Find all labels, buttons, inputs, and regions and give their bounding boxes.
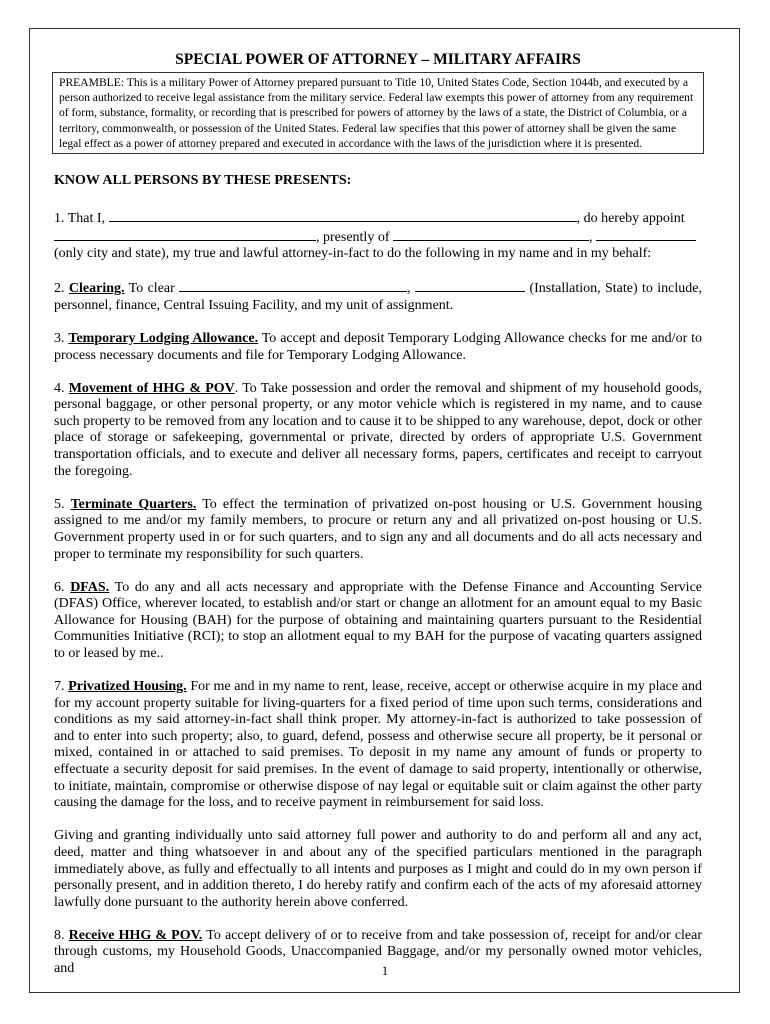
state-blank[interactable] [415, 279, 525, 292]
attorney-location-blank[interactable] [393, 228, 589, 241]
page-number: 1 [381, 963, 389, 978]
paragraph-1: 1. That I, , do hereby appoint , presently of , (only city and state), my true and lawful attorney-in-fact to do the following in my name and in my behalf: [54, 209, 702, 263]
hhg-pov-heading: Movement of HHG & POV [68, 380, 235, 396]
paragraph-6: 6. DFAS. To do any and all acts necessary and appropriate with the Defense Finance and Accounting Service (DFAS) Office, wherever located, to establish and/or start or change an allotment for an amount equal to my Basic Allowance for Housing (BAH) for the purpose of obtaining and maintaining quarters pursuant to the Residential Communities Initiative (RCI); to stop an allotment equal to my BAH for the purpose of vacating quarters assigned to or leased by me.. [54, 579, 702, 661]
preamble-box: PREAMBLE: This is a military Power of Attorney prepared pursuant to Title 10, United States Code, Section 1044b, and executed by a person authorized to receive legal assistance from the military service. Federal law exempts this power of attorney from any requirement of form, substance, formality, or recording that is prescribed for powers of attorney by the laws of a state, the District of Columbia, or a territory, commonwealth, or possession of the United States. Federal law specifies that this power of attorney shall be given the same legal effect as a power of attorney prepared and executed in accordance with the laws of the jurisdiction where it is presented. [52, 72, 704, 154]
document-body [54, 50, 702, 978]
tla-heading: Temporary Lodging Allowance. [68, 330, 259, 346]
paragraph-7: 7. Privatized Housing. For me and in my name to rent, lease, receive, accept or otherwise acquire in my place and for my account property suitable for living-quarters for a fixed period of time upon such terms, considerations and conditions as my said attorney-in-fact shall think proper. My attorney-in-fact is authorized to take possession of and to enter into such property; also, to guard, defend, possess and otherwise secure all property, be it personal or mixed, contained in or attached to said premises. To deposit in my name any amount of funds or property to effectuate a security deposit for said premises. In the event of damage to said property, intentionally or otherwise, to initiate, maintain, compromise or otherwise dispose of nay legal or equitable suit or claim against the other party causing the damage for the loss, and to receive payment in reimbursement for said loss. [54, 679, 702, 811]
attorney-state-blank[interactable] [596, 228, 696, 241]
document-title: SPECIAL POWER OF ATTORNEY – MILITARY AFFAIRS [175, 51, 581, 68]
paragraph-4: 4. Movement of HHG & POV. To Take possession and order the removal and shipment of my household goods, personal baggage, or other personal property, or any motor vehicle which is registered in my name, and to cause such property to be removed from any location and to cause it to be shipped to any warehouse, depot, dock or other place of storage or safekeeping, governmental or private, directed by orders of appropriate U.S. Government transportation officials, and to execute and deliver all necessary forms, papers, certificates and receipt to carryout the foregoing. [54, 380, 703, 479]
installation-blank[interactable] [179, 279, 407, 292]
privatized-housing-heading: Privatized Housing. [68, 679, 187, 695]
attorney-name-blank[interactable] [54, 228, 316, 241]
paragraph-2: 2. Clearing. To clear , (Installation, State) to include, personnel, finance, Central Issuing Facility, and my unit of assignment. [54, 281, 703, 313]
giving-paragraph: Giving and granting individually unto said attorney full power and authority to do and perform all and any act, deed, matter and thing whatsoever in and about any of the specified particulars mentioned in the paragraph immediately above, as fully and effectually to all intents and purposes as I might and could do in my own person if personally present, and in addition thereto, I do hereby ratify and confirm each of the acts of my aforesaid attorney lawfully done pursuant to the authority herein above conferred. [54, 828, 702, 910]
terminate-quarters-heading: Terminate Quarters. [70, 496, 197, 512]
name-blank[interactable] [109, 209, 577, 222]
paragraph-5: 5. Terminate Quarters. To effect the termination of privatized on-post housing or U.S. Government housing assigned to me and/or my family members, to procure or return any and all privatized on-post housing or U.S. Government property used in or for such quarters, and to sign any and all documents and do all acts necessary and proper to terminate my responsibility for such quarters. [54, 496, 703, 562]
know-all-heading: KNOW ALL PERSONS BY THESE PRESENTS: [54, 173, 352, 189]
paragraph-8: 8. Receive HHG & POV. To accept delivery of or to receive from and take possession of, receipt for and/or clear through customs, my Household Goods, Unaccompanied Baggage, and/or my personally owned motor vehicles, and [54, 927, 703, 976]
paragraph-3: 3. Temporary Lodging Allowance. To accept and deposit Temporary Lodging Allowance checks for me and/or to process necessary documents and file for Temporary Lodging Allowance. [54, 330, 703, 363]
clearing-heading: Clearing. [68, 281, 125, 297]
receive-hhg-pov-heading: Receive HHG & POV. [68, 927, 203, 943]
dfas-heading: DFAS. [70, 579, 110, 595]
